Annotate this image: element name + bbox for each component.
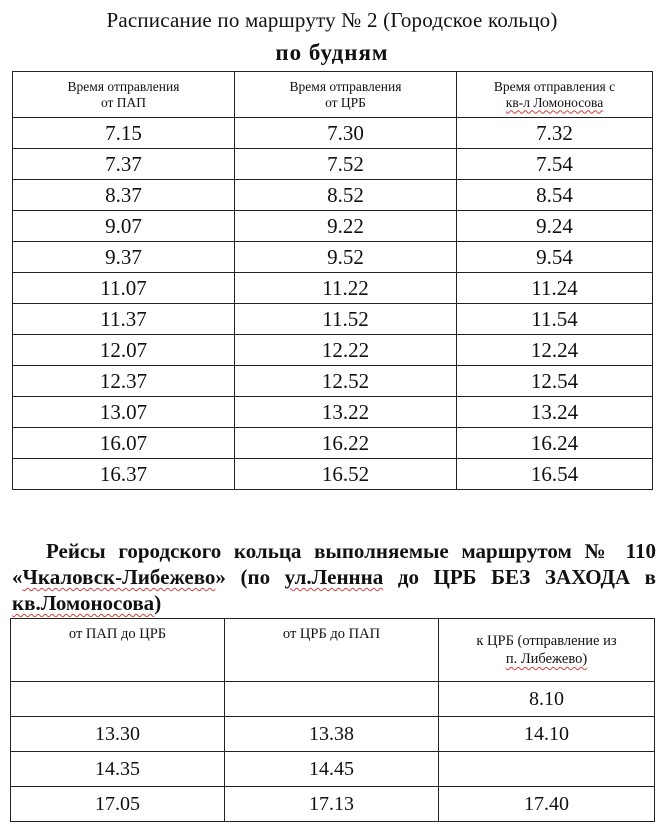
table-cell: 16.24 — [457, 428, 653, 459]
heading-part: ) — [154, 591, 162, 615]
table-cell: 14.35 — [11, 752, 225, 787]
header-departure-crb — [235, 72, 457, 118]
table-cell: 8.10 — [439, 682, 655, 717]
table-cell: 12.52 — [235, 366, 457, 397]
table-header-row — [11, 619, 655, 682]
table-cell: 11.24 — [457, 273, 653, 304]
table-cell: 13.38 — [225, 717, 439, 752]
header-crb-to-pap — [225, 619, 439, 682]
table-cell: 7.30 — [235, 118, 457, 149]
heading-part: Чкаловск-Либежево — [22, 565, 216, 589]
table-cell: 7.32 — [457, 118, 653, 149]
table-cell: 8.37 — [13, 180, 235, 211]
heading-part: ул.Леннна — [284, 565, 384, 589]
table-cell: 8.52 — [235, 180, 457, 211]
header-line: п. Либежево) — [505, 651, 588, 667]
table-row — [13, 366, 653, 397]
header-departure-lomonosova — [457, 72, 653, 118]
table-row — [13, 273, 653, 304]
route-110-table — [10, 618, 655, 822]
table-cell: 17.40 — [439, 787, 655, 822]
table-header-row — [13, 72, 653, 118]
table-row — [11, 717, 655, 752]
table-row — [13, 180, 653, 211]
weekday-schedule-table — [12, 71, 653, 490]
table-cell: 12.24 — [457, 335, 653, 366]
table-row — [13, 149, 653, 180]
table-cell — [11, 682, 225, 717]
header-line: от ЦРБ — [325, 94, 366, 110]
table-cell: 12.37 — [13, 366, 235, 397]
header-line: от ПАП — [100, 94, 147, 110]
heading-part: до ЦРБ БЕЗ ЗАХОДА в — [383, 565, 657, 589]
table-cell: 9.22 — [235, 211, 457, 242]
route-110-body — [11, 682, 655, 822]
header-pap-to-crb — [11, 619, 225, 682]
table-cell: 13.30 — [11, 717, 225, 752]
header-line: кв-л Ломоносова — [505, 94, 604, 110]
schedule-title: Расписание по маршруту № 2 (Городское кольцо) — [106, 8, 558, 32]
table-cell: 11.22 — [235, 273, 457, 304]
table-cell: 16.07 — [13, 428, 235, 459]
table-cell: 16.22 — [235, 428, 457, 459]
header-line: Время отправления — [289, 78, 402, 94]
table-cell — [225, 682, 439, 717]
table-row — [11, 752, 655, 787]
table-row — [13, 335, 653, 366]
weekday-schedule-body — [13, 118, 653, 490]
table-cell: 12.54 — [457, 366, 653, 397]
table-cell: 7.52 — [235, 149, 457, 180]
table-row — [13, 397, 653, 428]
schedule-subtitle: по будням — [275, 40, 389, 65]
table-row — [13, 428, 653, 459]
table-row — [13, 242, 653, 273]
table-cell: 16.54 — [457, 459, 653, 490]
table-cell: 14.10 — [439, 717, 655, 752]
table-cell: 11.37 — [13, 304, 235, 335]
table-cell — [439, 752, 655, 787]
table-cell: 14.45 — [225, 752, 439, 787]
table-row — [13, 459, 653, 490]
route-110-heading — [12, 538, 656, 616]
table-cell: 8.54 — [457, 180, 653, 211]
table-row — [13, 304, 653, 335]
table-cell: 9.24 — [457, 211, 653, 242]
table-cell: 17.05 — [11, 787, 225, 822]
heading-part: Рейсы городского кольца выполняемые маршрутом № 110 « — [12, 539, 656, 589]
table-cell: 9.37 — [13, 242, 235, 273]
table-cell: 9.52 — [235, 242, 457, 273]
header-departure-pap — [13, 72, 235, 118]
table-cell: 9.07 — [13, 211, 235, 242]
header-line: от ЦРБ до ПАП — [282, 626, 381, 642]
table-row — [13, 118, 653, 149]
table-cell: 11.54 — [457, 304, 653, 335]
table-cell: 16.37 — [13, 459, 235, 490]
table-cell: 7.15 — [13, 118, 235, 149]
table-row — [11, 682, 655, 717]
table-cell: 11.52 — [235, 304, 457, 335]
header-line: к ЦРБ (отправление из — [476, 633, 617, 649]
table-row — [13, 211, 653, 242]
table-cell: 7.54 — [457, 149, 653, 180]
heading-part: кв.Ломоносова — [12, 591, 155, 615]
table-cell: 9.54 — [457, 242, 653, 273]
table-cell: 11.07 — [13, 273, 235, 304]
header-line: Время отправления — [67, 78, 180, 94]
table-cell: 13.22 — [235, 397, 457, 428]
header-line: Время отправления с — [493, 78, 616, 94]
table-row — [11, 787, 655, 822]
table-cell: 13.24 — [457, 397, 653, 428]
table-cell: 17.13 — [225, 787, 439, 822]
table-cell: 7.37 — [13, 149, 235, 180]
heading-part: » (по — [215, 565, 285, 589]
header-line: от ПАП до ЦРБ — [68, 626, 167, 642]
table-cell: 13.07 — [13, 397, 235, 428]
table-cell: 16.52 — [235, 459, 457, 490]
table-cell: 12.22 — [235, 335, 457, 366]
table-cell: 12.07 — [13, 335, 235, 366]
header-to-crb-from-libezhevo — [439, 619, 655, 682]
